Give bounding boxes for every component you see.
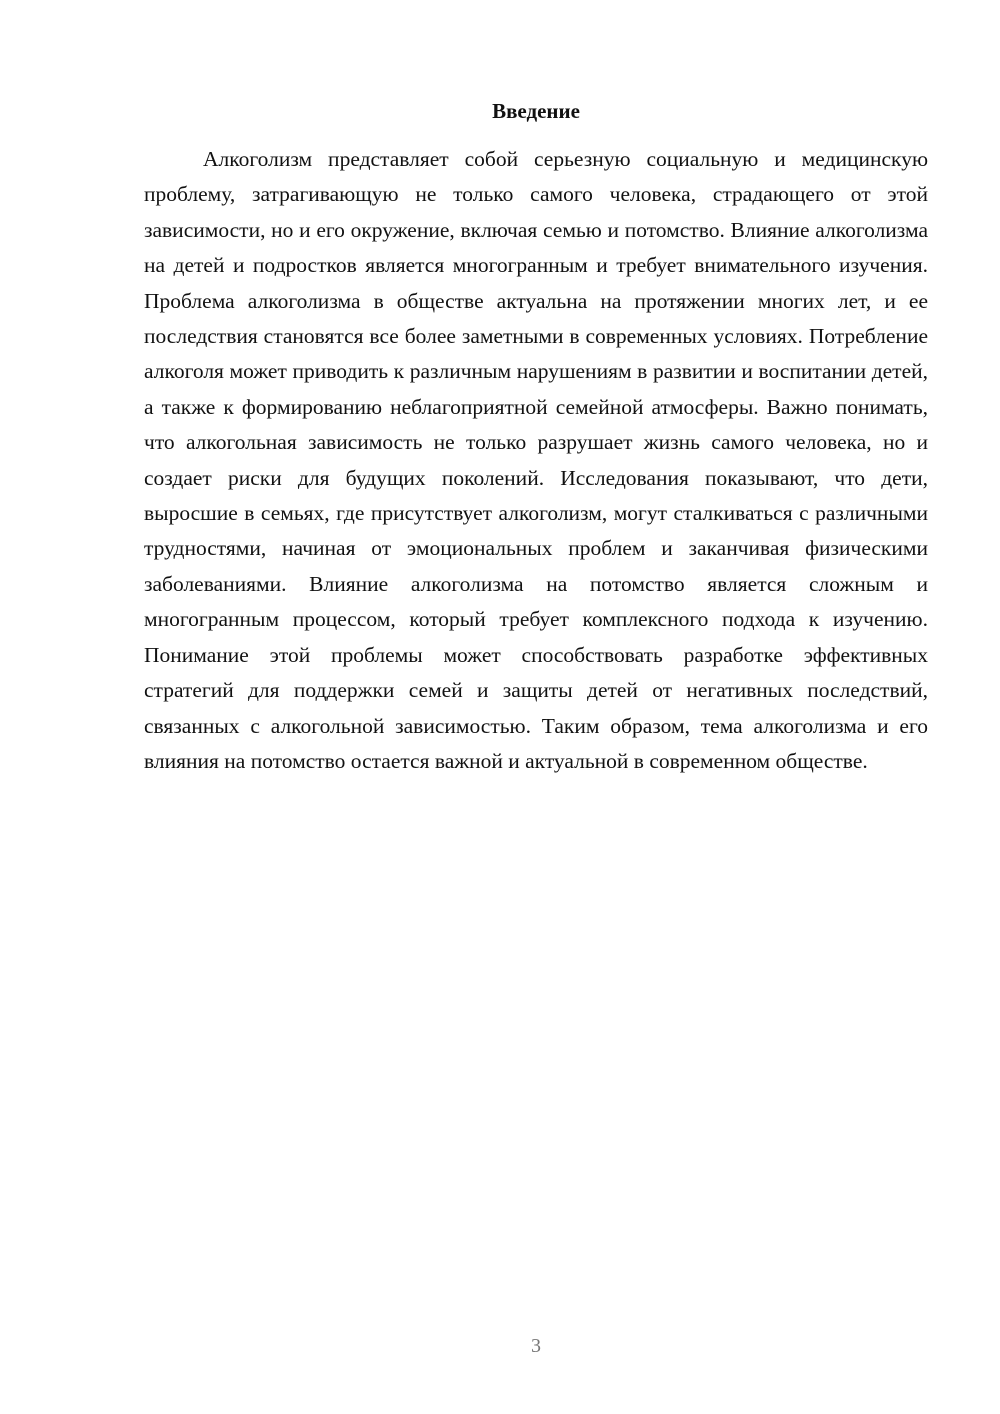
section-heading: Введение [492, 99, 580, 123]
introduction-paragraph: Алкоголизм представляет собой серьезную социальную и медицинскую проблему, затрагивающую не только самого человека, страдающего от этой зависимости, но и его окружение, включая семью и потомство. Влияние алкоголизма на детей и подростков является многогранным и требует внимательного изучения. Проблема алкоголизма в обществе актуальна на протяжении многих лет, и ее последствия становятся все более заметными в современных условиях. Потребление алкоголя может приводить к различным нарушениям в развитии и воспитании детей, а также к формированию неблагоприятной семейной атмосферы. Важно понимать, что алкогольная зависимость не только разрушает жизнь самого человека, но и создает риски для будущих поколений. Исследования показывают, что дети, выросшие в семьях, где присутствует алкоголизм, могут сталкиваться с различными трудностями, начиная от эмоциональных проблем и заканчивая физическими заболеваниями. Влияние алкоголизма на потомство является сложным и многогранным процессом, который требует комплексного подхода к изучению. Понимание этой проблемы может способствовать разработке эффективных стратегий для поддержки семей и защиты детей от негативных последствий, связанных с алкогольной зависимостью. Таким образом, тема алкоголизма и его влияния на потомство остается важной и актуальной в современном обществе. [144, 147, 928, 773]
page-number: 3 [531, 1335, 541, 1357]
